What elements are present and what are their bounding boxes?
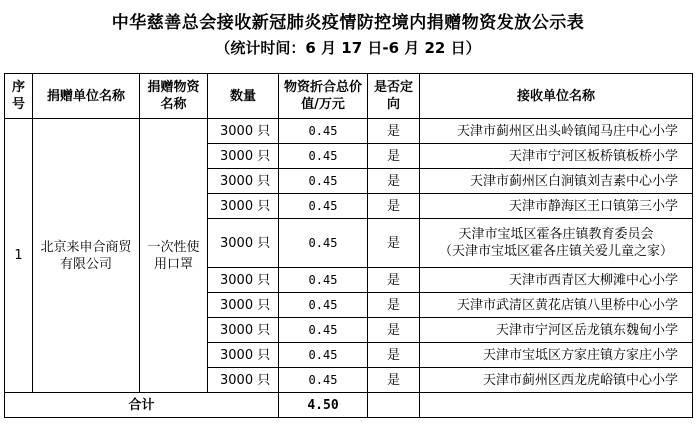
header-directed: 是否定向 — [368, 74, 420, 119]
recipient-line: 天津市宝坻区霍各庄镇教育委员会 — [458, 227, 654, 242]
table-row — [5, 119, 693, 144]
cell-value: 0.45 — [279, 219, 368, 268]
cell-recipient: 天津市蓟州区出头岭镇闻马庄中心小学 — [420, 119, 693, 144]
cell-quantity: 3000 只 — [208, 293, 279, 318]
cell-value: 0.45 — [279, 293, 368, 318]
cell-value: 0.45 — [279, 318, 368, 343]
cell-directed: 是 — [368, 219, 420, 268]
cell-recipient: 天津市蓟州区西龙虎峪镇中心小学 — [420, 368, 693, 393]
cell-recipient: 天津市武清区黄花店镇八里桥中心小学 — [420, 293, 693, 318]
cell-value: 0.45 — [279, 368, 368, 393]
recipient-line-secondary: （天津市宝坻区霍各庄镇关爱儿童之家） — [438, 244, 673, 259]
cell-directed: 是 — [368, 194, 420, 219]
cell-directed: 是 — [368, 119, 420, 144]
header-value: 物资折合总价值/万元 — [279, 74, 368, 119]
cell-directed: 是 — [368, 268, 420, 293]
header-donor: 捐赠单位名称 — [33, 74, 140, 119]
header-row — [5, 74, 693, 119]
total-recipient-empty — [420, 393, 693, 418]
header-seq: 序号 — [5, 74, 33, 119]
total-directed-empty — [368, 393, 420, 418]
page-title: 中华慈善总会接收新冠肺炎疫情防控境内捐赠物资发放公示表 — [111, 13, 585, 33]
cell-value: 0.45 — [279, 169, 368, 194]
cell-directed: 是 — [368, 343, 420, 368]
cell-recipient: 天津市宝坻区方家庄镇方家庄小学 — [420, 343, 693, 368]
cell-recipient: 天津市西青区大柳滩中心小学 — [420, 268, 693, 293]
cell-quantity: 3000 只 — [208, 368, 279, 393]
cell-recipient: 天津市蓟州区白涧镇刘吉素中心小学 — [420, 169, 693, 194]
cell-directed: 是 — [368, 368, 420, 393]
cell-quantity: 3000 只 — [208, 268, 279, 293]
header-material: 捐赠物资名称 — [140, 74, 208, 119]
total-label: 合计 — [5, 393, 279, 418]
total-row — [5, 393, 693, 418]
group-material: 一次性使用口罩 — [140, 119, 208, 393]
total-value: 4.50 — [279, 393, 368, 418]
statistics-period: （统计时间：6 月 17 日-6 月 22 日） — [215, 39, 481, 57]
header-quantity: 数量 — [208, 74, 279, 119]
cell-directed: 是 — [368, 169, 420, 194]
cell-quantity: 3000 只 — [208, 194, 279, 219]
cell-quantity: 3000 只 — [208, 343, 279, 368]
cell-recipient: 天津市宁河区板桥镇板桥小学 — [420, 144, 693, 169]
cell-recipient — [420, 219, 693, 268]
group-donor: 北京来申合商贸有限公司 — [33, 119, 140, 393]
cell-quantity: 3000 只 — [208, 219, 279, 268]
cell-quantity: 3000 只 — [208, 144, 279, 169]
cell-directed: 是 — [368, 144, 420, 169]
cell-value: 0.45 — [279, 144, 368, 169]
distribution-table — [4, 73, 693, 418]
group-seq: 1 — [5, 119, 33, 393]
cell-directed: 是 — [368, 318, 420, 343]
cell-value: 0.45 — [279, 268, 368, 293]
cell-value: 0.45 — [279, 194, 368, 219]
cell-recipient: 天津市静海区王口镇第三小学 — [420, 194, 693, 219]
cell-quantity: 3000 只 — [208, 169, 279, 194]
cell-value: 0.45 — [279, 119, 368, 144]
cell-recipient: 天津市宁河区岳龙镇东魏甸小学 — [420, 318, 693, 343]
header-recipient: 接收单位名称 — [420, 74, 693, 119]
cell-quantity: 3000 只 — [208, 318, 279, 343]
cell-directed: 是 — [368, 293, 420, 318]
cell-quantity: 3000 只 — [208, 119, 279, 144]
cell-value: 0.45 — [279, 343, 368, 368]
